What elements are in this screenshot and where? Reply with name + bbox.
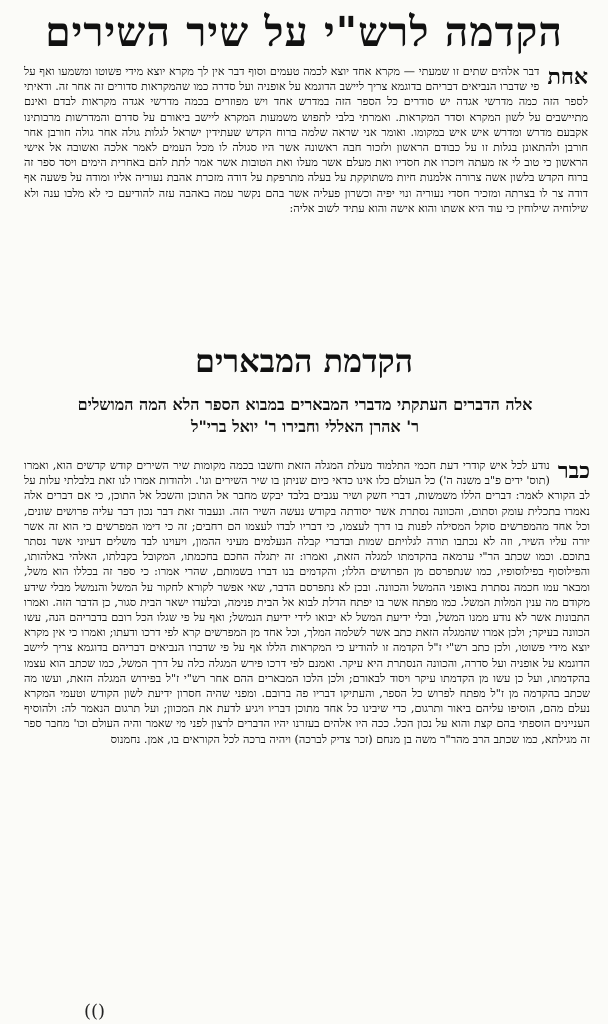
section-subheading	[20, 394, 590, 438]
subheading-line-2: ר' אהרן האללי וחבירו ר' יואל ברי"ל	[190, 417, 420, 436]
intro-text: דבר אלהים שתים זו שמעתי — מקרא אחד יוצא לכמה טעמים וסוף דבר אין לך מקרא יוצא מידי פשוטו ומשמעו ואף על פי שדברו הנביאים דבריהם בדוגמא צריך ליישב הדוגמא על אופניה ועל סדרה כמו שהמקראות סדורים זה אחר זה. ודאיתי לספר הזה כמה מדרשי אגדה יש סודרים כל הספר הזה במדרש אחד ויש מפוזרים בכמה מדרשי אגדה מקראות לבדם ואינם מתיישבים על לשון המקרא וסדר המקראות. ואמרתי בלבי לתפוש משמעות המקרא ליישב ביאורם על סדרם והמדרשות מרבותינו אקבעם מדרש ומדרש איש איש במקומו. ואומר אני שראה שלמה ברוח הקדש שעתידין ישראל לגלות גולה אחר גולה חורבן אחר חורבן ולהתאונן בגלות זו על כבודם הראשון ולזכור חבה ראשונה אשר היו סגולה לו מכל העמים לאמר אלכה ואשובה אל אישי הראשון כי טוב לי אז מעתה ויזכרו את חסדיו ואת מעלם אשר מעלו ואת הטובות אשר אמר לתת להם באחרית הימים ויסד ספר זה ברוח הקדש בלשון אשה צרורה אלמנות חיות משתוקקת על בעלה מתרפקת על דודה מזכרת אהבת נעוריה אליו ומודה על פשעה אף דודה צר לו בצרתה ומזכיר חסדי נעוריה ונוי יפיה וכשרון פעליה אשר בהם נקשר עמה באהבה עזה להודיעם כי לא מלבו ענה ולא שילוחיה שילוחין כי עוד היא אשתו והוא אישה והוא עתיד לשוב אליה:	[24, 65, 588, 215]
page-number-mark: (()	[84, 1001, 106, 1022]
section-heading: הקדמת המבארים	[195, 342, 413, 380]
intro-opening-word: אחת	[547, 64, 588, 90]
subheading-line-1: אלה הדברים העתקתי מדברי המבארים במבוא הספר הלא המה המושלים	[77, 395, 533, 414]
page-title: הקדמה לרש"י על שיר השירים	[45, 8, 563, 56]
body-text: נודע לכל איש קודרי דעת חכמי התלמוד מעלת המגלה הזאת וחשבו בכמה מקומות שיר השירים קודש קדשים הוא, ואמרו (תוס' ידים פ"ב משנה ה') כל העולם כלו אינו כדאי כיום שניתן בו שיר השירים וגו'. ולהודות אמרו לנו זאת בלבלתי עלות על לב הקורא לאמר: דברים הללו משמשות, דברי חשק ושיר עגבים בלבד יבקש מחבר אל התוכן והשכל אל התוכן, כי אם דברים אלה נאמרו בתכלית עומק וסתום, והכוונה נסתרת אשר יסודתה בקודש נעשה השיר הזה. ונעבוד זאת דבר נכון דבר עליה פרושים שונים, וכל אחד מהמפרשים סוקל המסילה לפנות בו דרך לעצמו, כי דבריו לבדו לעצמו הם רחבים; זה כי דימו המפרשים כי הוא זה אשר יורה עליו השיר, וזה לא נכתבו תורה לגלויתם שמות ובדברי קבלה הנעלמים מעיני ההמון, ויעוינו לבד משלים דעיוני אשר נסתר בתוכם. וכמו שכתב הר"י ערמאה בהקדמתו למגלה הזאת, ואמרו: זה יתגלה החכם בחכמתו, המקובל בקבלתו, האלהי באלהותו, והפילוסוף בפילוסופיו, כמו שנתפרסם מן הפרושים הללו; והקדמים בנו דברו בשמותם, שהרי אמרו: כי ספר זה בכללו הוא משל, ומבאר עמו חכמה נסתרת באופני ההמשל והכוונה. ובכן לא נתפרסם הדבר, שאי אפשר לקורא לחקור על המשל והנמשל מבלי שידע מקודם מה ענין המלות המשל. כמו מפתח אשר בו יפתח הדלת לבוא אל הבית פנימה, ובלעדו ישאר הבית סגור, כן הדבר הזה. ואמרו התבונות אשר לא נודע ממנו המשל, ובלי ידיעת המשל לא יבואו לידי ידיעת הנמשל; ואף על פי שגלו הכל רובם בדבריהם הנה, עשו הכוונה בעיקר; ולכן אמרו שהמגלה הזאת כתב אשר לשלמה המלך, וכל אחד מן המפרשים קרא לפי דרכו ודעתו; ואמרו כי אין מקרא יוצא מידי פשוטו, ולכן כתב רש"י ז"ל הקדמה זו להודיע כי המקראות הללו אף על פי שדברו הנביאים דבריהם בדוגמא צריך ליישב הדוגמא על אופניה ועל סדרה, והכוונה הנסתרת היא עיקר. ואמנם לפי דרכו פירש המגלה כלה על דרך המשל, כמו שכתב הוא עצמו בהקדמתו, ועל כן עשו מן הקדמתו עיקר ויסוד לבאורם; ולכן הלכו המבארים ההם אחר רש"י ז"ל בפירוש המגלה הזאת, ועשו מה שכתב בהקדמה מן ז"ל מפתח לפרוש כל הספר, והעתיקו דבריו פה ברובם. ומפני שהיה חסרון ידיעת לשון הקודש וטעמי המקרא נעלם מהם, הוסיפו עליהם ביאור ותרגום, כדי שיבינו כל אחד מתוכן דבריו ויגיע לדעת את המכוון; ועל תרגום הנאמר לה: ולהוסיף העניינים הוספתי בהם קצת והוא על נכון הכל. ככה היו אלהים בעזרנו יהיו הדברים לרצון לפני מי שאמר והיה העולם וכו' מחבר ספר זה מגילתא, כמו שכתב הרב מהר"ר משה בן מנחם (זכר צדיק לברכה) ויהיה ברכה לכל הקוראים בו, אמן. נחמנוס	[24, 459, 590, 746]
intro-paragraph	[24, 64, 588, 336]
body-paragraph	[24, 458, 590, 1006]
body-opening-word: כבר	[557, 458, 590, 484]
